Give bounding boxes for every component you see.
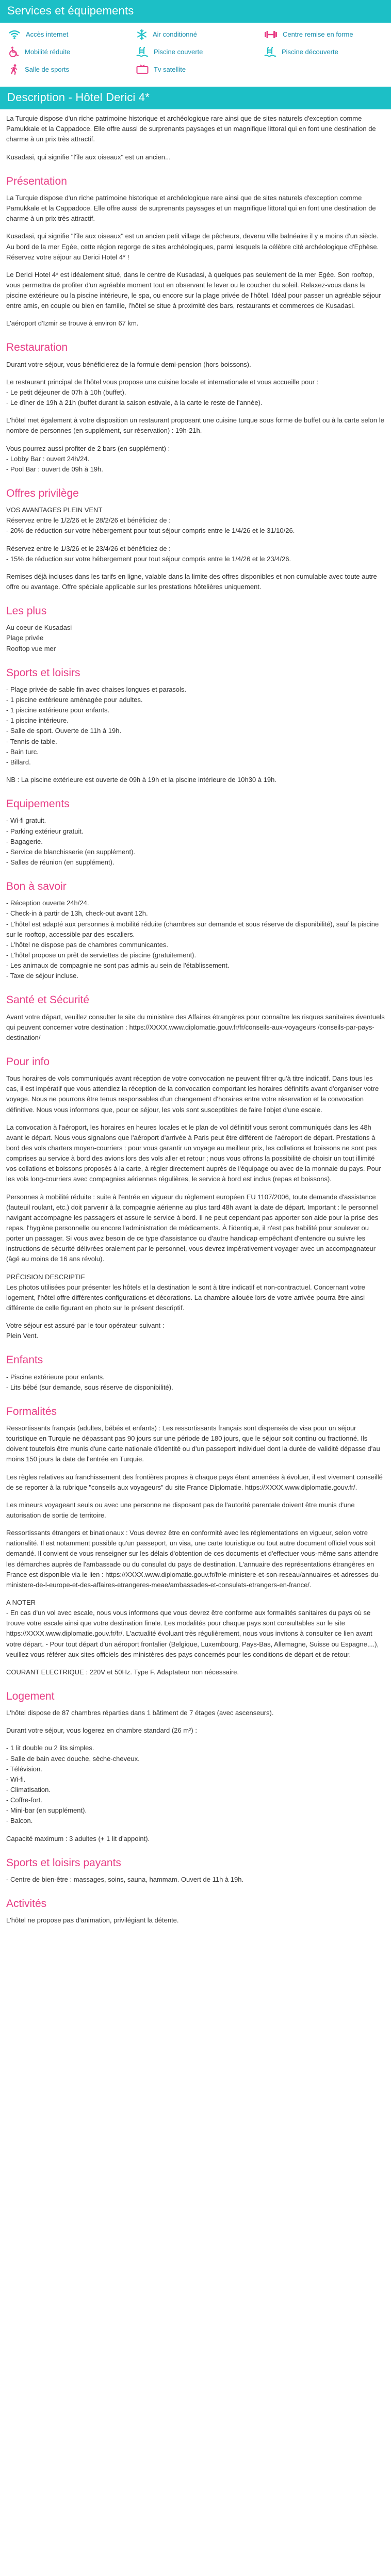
info-paragraph: Les photos utilisées pour présenter les hôtels et la destination le sont à titre indicatif et non-contractuel. Concernant votre logement, l'hôtel offre différentes configurations et décorations. La chambre allouée lors de votre arrivée pourra être ainsi différente de celle figurant en photo sur le présent descriptif. [6,1283,365,1312]
equipment-item: Tv satellite [136,64,264,75]
outdoor-pool-icon [264,47,276,57]
equipment-item: Accès internet [8,29,136,40]
bonsavoir-title: Bon à savoir [6,881,67,893]
restauration-bars: - Lobby Bar : ouvert 24h/24. - Pool Bar : ouvert de 09h à 19h. [6,454,103,473]
equipements-title: Equipements [6,798,70,810]
equipment-item: Centre remise en forme [264,29,383,40]
formalites-paragraph: - En cas d'un vol avec escale, nous vous informons que vous devrez être conforme aux formalités sanitaires du pays où se trouve votre escale ainsi que votre destination finale. Les modalités pour chaque pays sont consultables sur le site https://XXXX.www.diplomatie.gouv.fr/fr/. L'actualité évoluant très régulièrement, nous vous invitons à consulter ce lien avant votre départ. - Pour tout départ d'un aéroport frontalier (Belgique, Luxembourg, Pays-Bas, Allemagne, Suisse ou Espagne,...), veuillez vous référer aux sites officiels des ministères des pays concernés pour les conditions de départ et de retour. [6,1609,379,1658]
restauration-meals: - Le petit déjeuner de 07h à 10h (buffet). - Le dîner de 19h à 21h (buffet durant la saison estivale, à la carte le reste de l'année). [6,388,263,407]
equipment-item: Piscine découverte [264,46,383,58]
formalites-paragraph: COURANT ELECTRIQUE : 220V et 50Hz. Type F. Adaptateur non nécessaire. [6,1668,239,1676]
formalites-heading: A NOTER [6,1599,36,1607]
equipments-title: Services et équipements [0,0,391,23]
info-heading: PRÉCISION DESCRIPTIF [6,1273,85,1281]
equipements-list: - Wi-fi gratuit. - Parking extérieur gratuit. - Bagagerie. - Service de blanchisserie (en supplément). - Salles de réunion (en supplément). [6,817,136,866]
logement-paragraph: L'hôtel dispose de 87 chambres réparties dans 1 bâtiment de 7 étages (avec ascenseurs). [6,1709,274,1717]
activites-title: Activités [6,1898,47,1910]
sante-paragraph: Avant votre départ, veuillez consulter le site du ministère des Affaires étrangères pour connaître les risques sanitaires éventuels qui peuvent concerner votre destination : https://XXXX.www.diplomatie.gouv.fr/fr/conseils-aux-voyageurs /conseils-par-pays-destination/ [6,1013,385,1041]
info-paragraph: Plein Vent. [6,1332,39,1340]
enfants-list: - Piscine extérieure pour enfants. - Lits bébé (sur demande, sous réserve de disponibilité). [6,1373,173,1391]
logement-paragraph: Durant votre séjour, vous logerez en chambre standard (26 m²) : [6,1726,197,1735]
restauration-paragraph: Durant votre séjour, vous bénéficierez de la formule demi-pension (hors boissons). [6,360,251,368]
logement-title: Logement [6,1690,55,1703]
bonsavoir-list: - Réception ouverte 24h/24. - Check-in à partir de 13h, check-out avant 12h. - L'hôtel est adapté aux personnes à mobilité réduite (chambres sur demande et sous réserve de disponibilité), sauf la piscine sur le rooftop, accessible par des escaliers. - L'hôtel ne dispose pas de chambres communicantes. - L'hôtel propose un prêt de serviettes de piscine (gratuitement). - Les animaux de compagnie ne sont pas admis au sein de l'établissement. - Taxe de séjour incluse. [6,899,379,980]
restauration-paragraph: Vous pourrez aussi profiter de 2 bars (en supplément) : [6,444,170,452]
info-paragraph: Personnes à mobilité réduite : suite à l'entrée en vigueur du règlement européen EU 1107/2006, toute demande d'assistance (fauteuil roulant, etc.) doit parvenir à la compagnie aérienne au plus tard 48h avant la date de départ. Important : le personnel navigant accompagne les passagers et assure le service à bord. Il ne peut cependant pas apporter son aide pour la prise des repas, l'hygiène personnelle ou encore l'administration de médicaments. À l'identique, il n'est pas habilité pour soulever ou porter un passager. Si vous avez besoin de ce type d'assistance ou d'autre handicap empêchant d'entendre ou suivre les instructions de sécurité délivrées oralement par le personnel, vous devrez impérativement voyager avec un accompagnateur (âgé au moins de 16 ans révolu). [6,1193,379,1263]
description-title: Description - Hôtel Derici 4* [0,87,391,109]
equipment-item: Mobilité réduite [8,46,136,58]
presentation-paragraph: Réservez votre séjour au Derici Hotel 4* ! [6,253,129,261]
formalites-paragraph: Ressortissants étrangers et binationaux : Vous devrez être en conformité avec les réglementations en vigueur, selon votre nationalité. Il est notamment possible qu'un passeport, un visa, une carte touristique ou tout autre document officiel vous soit demandé. Il convient de vous renseigner sur les délais d'obtention de ces documents et d'effectuer vous-même sans attendre les démarches auprès de l'ambassade ou du consulat du pays de destination. L'annuaire des représentations étrangères en France est disponible via le lien : https://XXXX.www.diplomatie.gouv.fr/fr/le-ministere-et-son-reseau/annuaires-et-adresses-du-ministere-de-l-europe-et-des-affaires-etrangeres-meae/ambassades-et-consulats-etrangers-en-france/. [6,1529,381,1589]
restauration-paragraph: Le restaurant principal de l'hôtel vous propose une cuisine locale et internationale et vous accueille pour : [6,378,319,386]
offres-title: Offres privilège [6,487,79,499]
snowflake-icon [136,29,148,40]
description-paragraph: Kusadasi, qui signifie "l'île aux oiseaux" est un ancien... [6,153,171,161]
presentation-title: Présentation [6,175,67,187]
wifi-icon [8,29,21,40]
formalites-paragraph: Ressortissants français (adultes, bébés et enfants) : Les ressortissants français sont dispensés de visa pour un séjour touristique en Turquie ne dépassant pas 90 jours sur une période de 180 jours, que le séjour soit continu ou fractionné. Ils doivent toutefois être munis d'une carte nationale d'identité ou d'un passeport individuel dont la durée de validité dépasse d'au moins 150 jours la date de l'entrée en Turquie. [6,1424,380,1463]
restauration-title: Restauration [6,341,68,354]
sports-list: - Plage privée de sable fin avec chaises longues et parasols. - 1 piscine extérieure aménagée pour adultes. - 1 piscine extérieure pour enfants. - 1 piscine intérieure. - Salle de sport. Ouverte de 11h à 19h. - Tennis de table. - Bain turc. - Billard. [6,685,187,766]
sports-payants-list: - Centre de bien-être : massages, soins, sauna, hammam. Ouvert de 11h à 19h. [6,1875,244,1883]
presentation-paragraph: Le Derici Hotel 4* est idéalement situé, dans le centre de Kusadasi, à quelques pas seulement de la mer Egée. Son rooftop, vous permettra de profiter d'un agréable moment tout en observant le lever ou le coucher du soleil. Relaxez-vous dans la piscine extérieure ou la piscine intérieure, le spa, ou encore sur la plage privée de l'hôtel. Idéal pour passer un agréable séjour entre amis, en couple ou bien en famille, l'hôtel se situe à proximité des bars, restaurants et commerces de Kusadasi. [6,270,381,310]
formalites-title: Formalités [6,1405,57,1417]
description-content [0,113,391,1948]
sports-title: Sports et loisirs [6,666,80,679]
wheelchair-icon [8,46,20,58]
presentation-paragraph: Kusadasi, qui signifie "l'île aux oiseaux" est un ancien petit village de pêcheurs, devenu ville balnéaire il y a moins d'un siècle. Au bord de la mer Egée, cette région regorge de sites archéologiques, parmi lesquels la célèbre cité archéologique d'Ephèse. [6,232,379,251]
plus-title: Les plus [6,605,47,617]
presentation-paragraph: L'aéroport d'Izmir se trouve à environ 67 km. [6,319,139,328]
equipments-grid [0,27,391,87]
sante-title: Santé et Sécurité [6,994,90,1006]
formalites-paragraph: Les mineurs voyageant seuls ou avec une personne ne disposant pas de l'autorité parentale doivent être munis d'une autorisation de sortie de territoire. [6,1501,355,1520]
pool-icon [136,47,149,57]
offres-list: Réservez entre le 1/3/26 et le 23/4/26 et bénéficiez de : - 15% de réduction sur votre hébergement pour tout séjour compris entre le 1/4/26 et le 23/4/26. [6,544,291,563]
sports-note: NB : La piscine extérieure est ouverte de 09h à 19h et la piscine intérieure de 10h30 à 19h. [6,776,276,784]
info-paragraph: Votre séjour est assuré par le tour opérateur suivant : [6,1322,165,1330]
formalites-paragraph: Les règles relatives au franchissement des frontières propres à chaque pays étant amenées à évoluer, il est vivement conseillé de se reporter à la rubrique "conseils aux voyageurs" du site France Diplomatie. https://XXXX.www.diplomatie.gouv.fr/. [6,1473,383,1491]
restauration-paragraph: L'hôtel met également à votre disposition un restaurant proposant une cuisine turque sous forme de buffet ou à la carte selon le nombre de personnes (en supplément, sur réservation) : 19h-21h. [6,416,384,435]
dumbbell-icon [264,30,278,39]
info-paragraph: La convocation à l'aéroport, les horaires en heures locales et le plan de vol définitif vous seront communiqués dans les 48h avant le départ. Nous vous signalons que l'aéroport d'arrivée à Paris peut être différent de l'aéroport de départ. Prestations à bord des vols charters moyen-courriers : pour vous garantir un voyage au meilleur prix, les collations et boissons ne sont pas comprises au service à bord des avions lors des vols aller et retour ; nous vous offrons la possibilité de choisir un tout illimité vos collations et boissons proposés à la carte, à régler directement auprès de l'équipage ou avec de la monnaie du pays. Pour les vols long-courriers avec compagnies aériennes régulières, le service à bord est inclus (repas et boissons). [6,1123,381,1183]
equipments-section [0,0,391,87]
plus-list: Au coeur de Kusadasi Plage privée Rooftop vue mer [6,624,72,653]
equipment-item: Air conditionné [136,29,264,40]
tv-icon [136,64,149,75]
info-title: Pour info [6,1055,50,1068]
equipment-item: Piscine couverte [136,46,264,58]
offres-paragraph: Remises déjà incluses dans les tarifs en ligne, valable dans la limite des offres disponibles et non cumulable avec toute autre offre ou avantage. Offre spéciale applicable sur les prestations hôtelières uniquement. [6,572,377,591]
enfants-title: Enfants [6,1354,43,1366]
sports-icon [8,64,20,75]
description-paragraph: La Turquie dispose d'un riche patrimoine historique et archéologique rare ainsi que de sites naturels d'exception comme Pamukkale et la Cappadoce. Elle offre aussi de surprenants paysages et un magnifique littoral qui en font une destination de charme à un prix très attractif. [6,115,376,143]
logement-paragraph: Capacité maximum : 3 adultes (+ 1 lit d'appoint). [6,1834,150,1843]
sports-payants-title: Sports et loisirs payants [6,1856,121,1869]
offres-list: VOS AVANTAGES PLEIN VENT Réservez entre le 1/2/26 et le 28/2/26 et bénéficiez de : - 20% de réduction sur votre hébergement pour tout séjour compris entre le 1/4/26 et le 31/10/26. [6,506,295,535]
info-paragraph: Tous horaires de vols communiqués avant réception de votre convocation ne peuvent filtrer qu'à titre indicatif. Dans tous les cas, il est impératif que vous attendiez la réception de la convocation comportant les horaires définitifs avant d'organiser votre voyage. Nous ne pourrons être tenus responsables d'un changement d'horaires entre votre réservation et la convocation définitive. Nous vous informons que, pour ce séjour, les vols sont susceptibles de faire l'objet d'une escale. [6,1074,379,1114]
equipment-item: Salle de sports [8,64,136,75]
activites-list: L'hôtel ne propose pas d'animation, privilégiant la détente. [6,1916,179,1925]
presentation-paragraph: La Turquie dispose d'un riche patrimoine historique et archéologique rare ainsi que de sites naturels d'exception comme Pamukkale et la Cappadoce. Elle offre aussi de surprenants paysages et un magnifique littoral qui en font une destination de charme à un prix très attractif. [6,193,376,223]
logement-list: - 1 lit double ou 2 lits simples. - Salle de bain avec douche, sèche-cheveux. - Télévision. - Wi-fi. - Climatisation. - Coffre-fort. - Mini-bar (en supplément). - Balcon. [6,1744,140,1825]
